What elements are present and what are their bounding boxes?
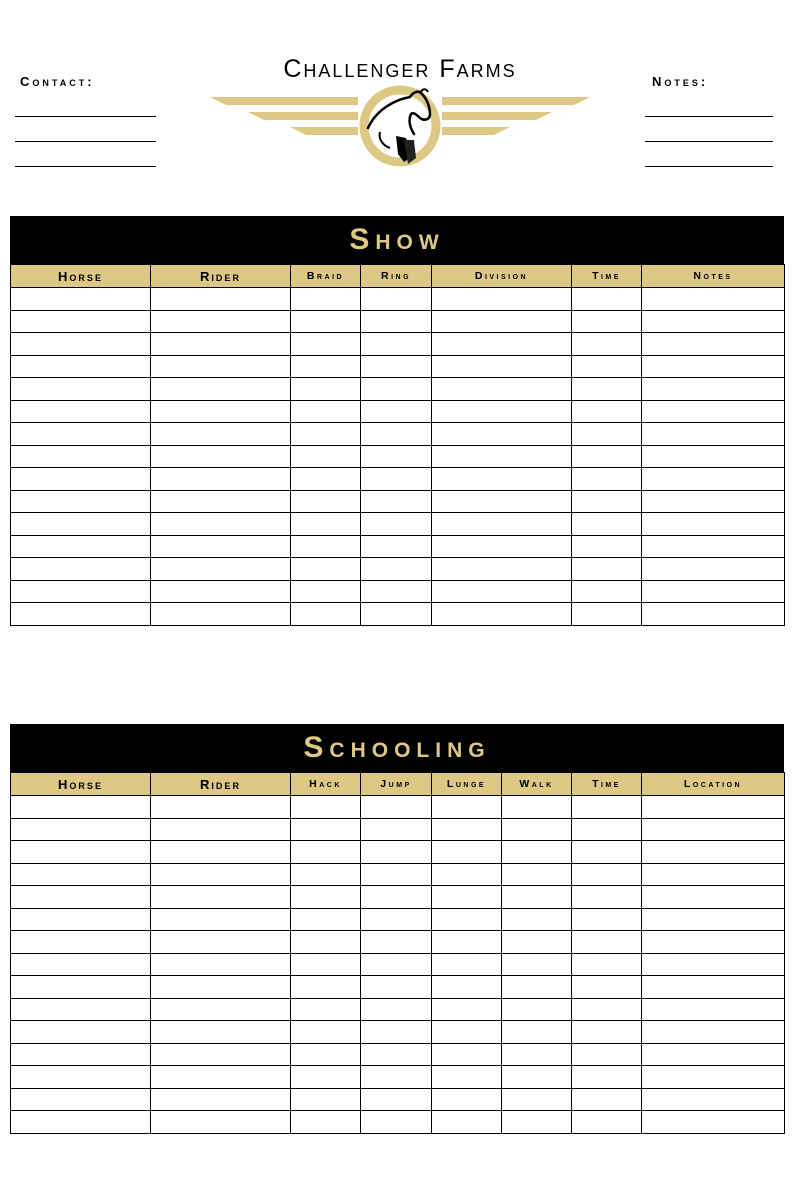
table-cell-division[interactable] [432,445,572,468]
table-cell-location[interactable] [642,1066,785,1089]
table-cell-hack[interactable] [291,886,361,909]
table-cell-time[interactable] [572,1043,642,1066]
contact-line-2[interactable] [15,141,156,142]
table-cell-lunge[interactable] [432,863,502,886]
table-cell-ring[interactable] [361,288,432,311]
table-cell-horse[interactable] [11,841,151,864]
show-col-ring: Ring [361,265,432,288]
table-row [11,818,785,841]
table-row [11,863,785,886]
table-cell-lunge[interactable] [432,1111,502,1134]
table-row [11,1043,785,1066]
schooling-col-hack: Hack [291,773,361,796]
show-col-notes: Notes [642,265,785,288]
table-row [11,1111,785,1134]
table-cell-rider[interactable] [151,378,291,401]
table-cell-location[interactable] [642,953,785,976]
table-cell-ring[interactable] [361,468,432,491]
table-cell-time[interactable] [572,886,642,909]
table-cell-rider[interactable] [151,310,291,333]
table-row [11,796,785,819]
table-cell-time[interactable] [572,1111,642,1134]
table-cell-ring[interactable] [361,580,432,603]
table-cell-hack[interactable] [291,1111,361,1134]
table-cell-braid[interactable] [291,468,361,491]
table-cell-rider[interactable] [151,1043,291,1066]
table-cell-rider[interactable] [151,423,291,446]
show-col-rider: Rider [151,265,291,288]
table-cell-jump[interactable] [361,1088,432,1111]
table-cell-division[interactable] [432,400,572,423]
table-row [11,468,785,491]
table-cell-braid[interactable] [291,603,361,626]
table-cell-rider[interactable] [151,931,291,954]
table-cell-notes[interactable] [642,603,785,626]
table-cell-time[interactable] [572,580,642,603]
table-cell-time[interactable] [572,841,642,864]
table-cell-division[interactable] [432,490,572,513]
table-row [11,1021,785,1044]
table-cell-location[interactable] [642,1088,785,1111]
table-row [11,580,785,603]
table-cell-walk[interactable] [502,1111,572,1134]
table-cell-ring[interactable] [361,603,432,626]
table-cell-rider[interactable] [151,886,291,909]
show-col-time: Time [572,265,642,288]
table-cell-lunge[interactable] [432,841,502,864]
table-cell-time[interactable] [572,310,642,333]
table-cell-notes[interactable] [642,288,785,311]
table-cell-notes[interactable] [642,310,785,333]
table-cell-horse[interactable] [11,400,151,423]
table-cell-rider[interactable] [151,333,291,356]
table-cell-lunge[interactable] [432,1088,502,1111]
contact-label: Contact: [20,74,95,89]
table-cell-division[interactable] [432,580,572,603]
table-cell-hack[interactable] [291,953,361,976]
show-col-division: Division [432,265,572,288]
table-cell-walk[interactable] [502,818,572,841]
table-cell-time[interactable] [572,1088,642,1111]
table-cell-jump[interactable] [361,818,432,841]
table-cell-notes[interactable] [642,558,785,581]
table-cell-location[interactable] [642,998,785,1021]
table-cell-jump[interactable] [361,1043,432,1066]
table-cell-horse[interactable] [11,931,151,954]
table-cell-ring[interactable] [361,355,432,378]
table-cell-time[interactable] [572,796,642,819]
table-row [11,603,785,626]
table-cell-time[interactable] [572,355,642,378]
table-cell-horse[interactable] [11,310,151,333]
schooling-col-jump: Jump [361,773,432,796]
table-cell-walk[interactable] [502,1066,572,1089]
table-cell-hack[interactable] [291,796,361,819]
table-cell-time[interactable] [572,535,642,558]
table-cell-horse[interactable] [11,908,151,931]
schooling-col-location: Location [642,773,785,796]
table-cell-horse[interactable] [11,535,151,558]
table-cell-braid[interactable] [291,288,361,311]
table-cell-location[interactable] [642,931,785,954]
table-cell-time[interactable] [572,953,642,976]
table-cell-rider[interactable] [151,513,291,536]
table-cell-division[interactable] [432,603,572,626]
table-cell-horse[interactable] [11,976,151,999]
table-cell-division[interactable] [432,423,572,446]
table-cell-jump[interactable] [361,953,432,976]
table-cell-time[interactable] [572,333,642,356]
table-cell-rider[interactable] [151,1021,291,1044]
table-cell-horse[interactable] [11,468,151,491]
show-banner: Show [10,216,784,264]
table-row [11,535,785,558]
table-cell-horse[interactable] [11,1066,151,1089]
contact-line-1[interactable] [15,116,156,117]
table-cell-rider[interactable] [151,953,291,976]
table-cell-rider[interactable] [151,976,291,999]
table-cell-horse[interactable] [11,1021,151,1044]
table-cell-horse[interactable] [11,603,151,626]
table-cell-horse[interactable] [11,998,151,1021]
table-cell-location[interactable] [642,1021,785,1044]
table-row [11,378,785,401]
table-cell-ring[interactable] [361,333,432,356]
table-cell-time[interactable] [572,288,642,311]
table-cell-walk[interactable] [502,931,572,954]
table-cell-location[interactable] [642,863,785,886]
table-cell-jump[interactable] [361,1111,432,1134]
table-cell-lunge[interactable] [432,886,502,909]
table-cell-location[interactable] [642,796,785,819]
table-cell-hack[interactable] [291,863,361,886]
table-cell-braid[interactable] [291,535,361,558]
schooling-col-horse: Horse [11,773,151,796]
table-row [11,558,785,581]
table-cell-jump[interactable] [361,1066,432,1089]
schooling-col-time: Time [572,773,642,796]
table-cell-location[interactable] [642,886,785,909]
table-cell-jump[interactable] [361,998,432,1021]
table-cell-jump[interactable] [361,908,432,931]
table-cell-lunge[interactable] [432,1043,502,1066]
table-cell-division[interactable] [432,378,572,401]
table-cell-jump[interactable] [361,863,432,886]
table-cell-notes[interactable] [642,535,785,558]
table-cell-ring[interactable] [361,310,432,333]
table-cell-time[interactable] [572,818,642,841]
table-cell-notes[interactable] [642,355,785,378]
table-cell-ring[interactable] [361,490,432,513]
table-cell-hack[interactable] [291,908,361,931]
table-row [11,998,785,1021]
table-cell-hack[interactable] [291,931,361,954]
table-cell-braid[interactable] [291,310,361,333]
notes-line-3[interactable] [645,166,773,167]
show-col-braid: Braid [291,265,361,288]
table-cell-rider[interactable] [151,603,291,626]
table-cell-division[interactable] [432,288,572,311]
table-cell-time[interactable] [572,490,642,513]
table-cell-ring[interactable] [361,378,432,401]
table-cell-braid[interactable] [291,400,361,423]
table-cell-time[interactable] [572,863,642,886]
table-cell-jump[interactable] [361,886,432,909]
table-cell-ring[interactable] [361,558,432,581]
table-row [11,445,785,468]
table-cell-rider[interactable] [151,818,291,841]
show-col-horse: Horse [11,265,151,288]
table-cell-time[interactable] [572,378,642,401]
table-cell-walk[interactable] [502,908,572,931]
table-cell-horse[interactable] [11,580,151,603]
table-cell-rider[interactable] [151,841,291,864]
table-row [11,423,785,446]
show-section [10,216,784,626]
table-cell-location[interactable] [642,1043,785,1066]
table-row [11,1066,785,1089]
table-cell-hack[interactable] [291,976,361,999]
table-cell-braid[interactable] [291,490,361,513]
table-cell-walk[interactable] [502,841,572,864]
table-row [11,931,785,954]
table-cell-walk[interactable] [502,796,572,819]
table-cell-rider[interactable] [151,908,291,931]
table-cell-division[interactable] [432,558,572,581]
table-cell-division[interactable] [432,535,572,558]
table-cell-lunge[interactable] [432,818,502,841]
table-cell-notes[interactable] [642,423,785,446]
table-row [11,490,785,513]
table-cell-jump[interactable] [361,931,432,954]
table-cell-ring[interactable] [361,535,432,558]
table-cell-braid[interactable] [291,558,361,581]
table-cell-horse[interactable] [11,513,151,536]
table-row [11,400,785,423]
table-cell-horse[interactable] [11,288,151,311]
table-cell-rider[interactable] [151,796,291,819]
table-cell-notes[interactable] [642,580,785,603]
table-cell-rider[interactable] [151,1088,291,1111]
table-cell-rider[interactable] [151,1111,291,1134]
table-cell-time[interactable] [572,931,642,954]
table-cell-time[interactable] [572,468,642,491]
table-cell-walk[interactable] [502,953,572,976]
table-cell-hack[interactable] [291,998,361,1021]
table-cell-rider[interactable] [151,558,291,581]
show-rows [11,288,785,626]
table-cell-walk[interactable] [502,863,572,886]
table-cell-notes[interactable] [642,490,785,513]
table-cell-horse[interactable] [11,818,151,841]
table-cell-time[interactable] [572,400,642,423]
show-table [10,264,785,626]
table-cell-notes[interactable] [642,468,785,491]
table-cell-horse[interactable] [11,490,151,513]
table-cell-time[interactable] [572,1066,642,1089]
table-row [11,355,785,378]
table-cell-horse[interactable] [11,1088,151,1111]
schooling-col-lunge: Lunge [432,773,502,796]
table-cell-braid[interactable] [291,333,361,356]
table-cell-division[interactable] [432,310,572,333]
table-cell-hack[interactable] [291,1043,361,1066]
table-cell-rider[interactable] [151,288,291,311]
table-cell-lunge[interactable] [432,1021,502,1044]
table-cell-jump[interactable] [361,976,432,999]
table-cell-time[interactable] [572,445,642,468]
table-cell-hack[interactable] [291,1021,361,1044]
winged-horse-logo-icon [208,84,592,174]
table-cell-walk[interactable] [502,1088,572,1111]
table-cell-rider[interactable] [151,445,291,468]
schooling-table [10,772,785,1134]
table-cell-lunge[interactable] [432,976,502,999]
table-cell-horse[interactable] [11,378,151,401]
table-row [11,976,785,999]
table-cell-lunge[interactable] [432,931,502,954]
table-cell-ring[interactable] [361,400,432,423]
table-cell-division[interactable] [432,355,572,378]
table-cell-division[interactable] [432,513,572,536]
table-cell-braid[interactable] [291,423,361,446]
table-cell-walk[interactable] [502,1043,572,1066]
table-row [11,908,785,931]
table-cell-hack[interactable] [291,1088,361,1111]
table-row [11,886,785,909]
show-header-row [11,265,785,288]
table-cell-time[interactable] [572,513,642,536]
table-cell-horse[interactable] [11,1043,151,1066]
table-cell-jump[interactable] [361,841,432,864]
table-cell-braid[interactable] [291,445,361,468]
table-cell-lunge[interactable] [432,1066,502,1089]
table-cell-notes[interactable] [642,513,785,536]
table-row [11,1088,785,1111]
table-cell-lunge[interactable] [432,908,502,931]
farm-title: Challenger Farms [283,55,517,83]
table-cell-rider[interactable] [151,535,291,558]
table-cell-braid[interactable] [291,378,361,401]
table-cell-braid[interactable] [291,513,361,536]
table-cell-location[interactable] [642,1111,785,1134]
table-cell-time[interactable] [572,603,642,626]
table-cell-walk[interactable] [502,976,572,999]
table-cell-time[interactable] [572,558,642,581]
table-cell-horse[interactable] [11,333,151,356]
table-cell-time[interactable] [572,908,642,931]
table-row [11,953,785,976]
table-cell-notes[interactable] [642,445,785,468]
notes-label: Notes: [652,74,709,89]
table-cell-lunge[interactable] [432,953,502,976]
table-cell-time[interactable] [572,976,642,999]
table-cell-rider[interactable] [151,1066,291,1089]
table-row [11,288,785,311]
notes-line-1[interactable] [645,116,773,117]
table-cell-division[interactable] [432,468,572,491]
table-cell-walk[interactable] [502,886,572,909]
table-cell-lunge[interactable] [432,796,502,819]
table-row [11,841,785,864]
table-cell-hack[interactable] [291,1066,361,1089]
table-cell-location[interactable] [642,908,785,931]
schooling-rows [11,796,785,1134]
table-cell-walk[interactable] [502,1021,572,1044]
table-cell-jump[interactable] [361,1021,432,1044]
table-cell-hack[interactable] [291,841,361,864]
table-cell-horse[interactable] [11,863,151,886]
table-cell-braid[interactable] [291,355,361,378]
table-cell-rider[interactable] [151,580,291,603]
table-row [11,333,785,356]
table-cell-hack[interactable] [291,818,361,841]
table-cell-ring[interactable] [361,445,432,468]
schooling-section [10,724,784,1134]
table-cell-horse[interactable] [11,796,151,819]
table-cell-ring[interactable] [361,423,432,446]
table-cell-horse[interactable] [11,953,151,976]
table-cell-notes[interactable] [642,333,785,356]
table-cell-time[interactable] [572,1021,642,1044]
table-row [11,310,785,333]
table-cell-location[interactable] [642,841,785,864]
table-cell-horse[interactable] [11,355,151,378]
table-cell-jump[interactable] [361,796,432,819]
contact-line-3[interactable] [15,166,156,167]
table-cell-horse[interactable] [11,886,151,909]
notes-line-2[interactable] [645,141,773,142]
schooling-col-rider: Rider [151,773,291,796]
table-cell-lunge[interactable] [432,998,502,1021]
table-cell-rider[interactable] [151,468,291,491]
table-cell-division[interactable] [432,333,572,356]
table-cell-location[interactable] [642,818,785,841]
table-cell-rider[interactable] [151,400,291,423]
table-cell-rider[interactable] [151,998,291,1021]
table-cell-time[interactable] [572,998,642,1021]
schooling-header-row [11,773,785,796]
table-row [11,513,785,536]
table-cell-braid[interactable] [291,580,361,603]
table-cell-walk[interactable] [502,998,572,1021]
table-cell-horse[interactable] [11,558,151,581]
table-cell-ring[interactable] [361,513,432,536]
schooling-banner: Schooling [10,724,784,772]
table-cell-rider[interactable] [151,863,291,886]
table-cell-time[interactable] [572,423,642,446]
table-cell-rider[interactable] [151,490,291,513]
table-cell-notes[interactable] [642,378,785,401]
table-cell-location[interactable] [642,976,785,999]
table-cell-horse[interactable] [11,423,151,446]
schooling-col-walk: Walk [502,773,572,796]
table-cell-notes[interactable] [642,400,785,423]
table-cell-rider[interactable] [151,355,291,378]
table-cell-horse[interactable] [11,1111,151,1134]
table-cell-horse[interactable] [11,445,151,468]
